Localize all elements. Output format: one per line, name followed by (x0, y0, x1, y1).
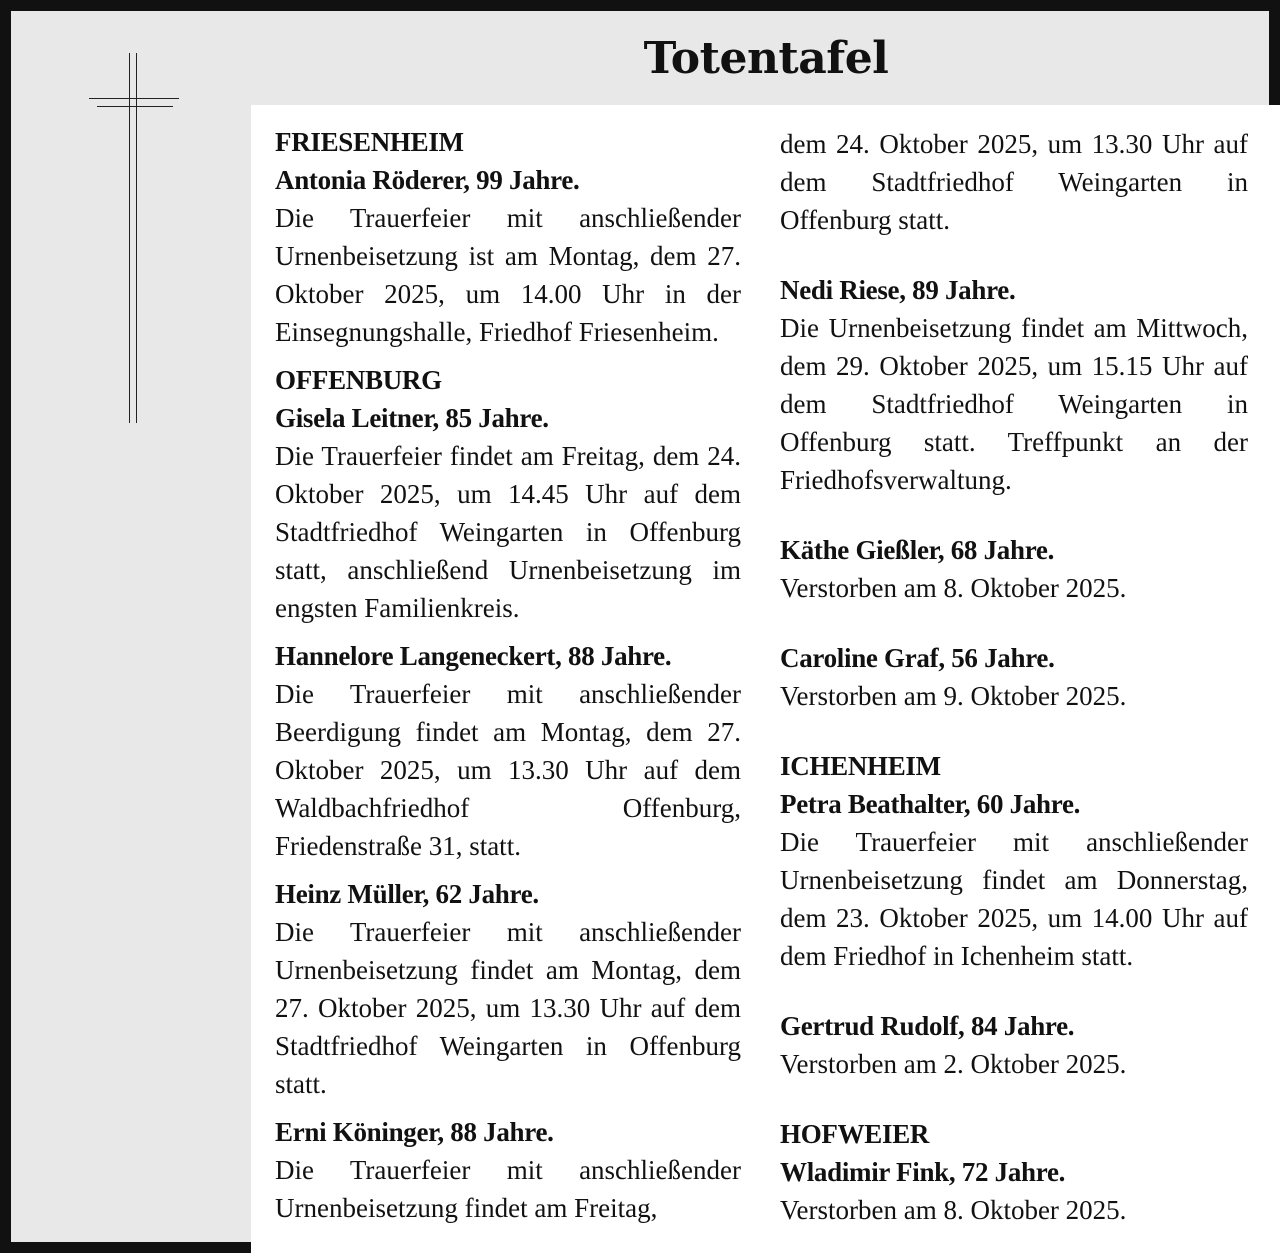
right-column (780, 125, 1248, 1229)
page-title: Totentafel (643, 33, 889, 84)
deceased-name: Nedi Riese, 89 Jahre. (780, 275, 1016, 305)
obituary-entry (275, 399, 741, 627)
deceased-name: Gisela Leitner, 85 Jahre. (275, 403, 549, 433)
obituary-entry (780, 785, 1248, 975)
city-heading: HOFWEIER (780, 1119, 930, 1149)
deceased-name: Käthe Gießler, 68 Jahre. (780, 535, 1055, 565)
obituary-text: Die Trauerfeier mit anschließender Beerdigung findet am Montag, dem 27. Oktober 2025, um 13.30 Uhr auf dem Waldbachfriedhof Offenburg, Friedenstraße 31, statt. (275, 679, 741, 861)
obituary-entry (780, 271, 1248, 499)
obituary-entry (780, 1007, 1248, 1083)
deceased-name: Petra Beathalter, 60 Jahre. (780, 789, 1081, 819)
deceased-name: Wladimir Fink, 72 Jahre. (780, 1157, 1066, 1187)
obituary-entry (275, 1113, 741, 1227)
obituary-text: Verstorben am 9. Oktober 2025. (780, 681, 1127, 711)
obituary-text: Verstorben am 8. Oktober 2025. (780, 1195, 1127, 1225)
deceased-name: Gertrud Rudolf, 84 Jahre. (780, 1011, 1075, 1041)
left-column (275, 123, 741, 1227)
deceased-name: Heinz Müller, 62 Jahre. (275, 879, 539, 909)
obituary-entry (275, 637, 741, 865)
obituary-entry (780, 639, 1248, 715)
city-heading: OFFENBURG (275, 365, 442, 395)
obituary-text: Die Trauerfeier mit anschließender Urnenbeisetzung findet am Freitag, (275, 1155, 741, 1223)
obituary-text: Die Urnenbeisetzung findet am Mittwoch, dem 29. Oktober 2025, um 15.15 Uhr auf dem Stadtfriedhof Weingarten in Offenburg statt. Treffpunkt an der Friedhofsverwaltung. (780, 313, 1248, 495)
obituary-entry (780, 531, 1248, 607)
cross-icon (89, 53, 179, 425)
deceased-name: Caroline Graf, 56 Jahre. (780, 643, 1055, 673)
obituary-entry (275, 875, 741, 1103)
obituary-text: Verstorben am 2. Oktober 2025. (780, 1049, 1127, 1079)
deceased-name: Antonia Röderer, 99 Jahre. (275, 165, 580, 195)
city-heading: FRIESENHEIM (275, 127, 464, 157)
obituary-text-continued: dem 24. Oktober 2025, um 13.30 Uhr auf dem Stadtfriedhof Weingarten in Offenburg statt. (780, 129, 1248, 235)
obituary-text: Verstorben am 8. Oktober 2025. (780, 573, 1127, 603)
obituary-text: Die Trauerfeier mit anschließender Urnenbeisetzung ist am Montag, dem 27. Oktober 2025, um 14.00 Uhr in der Einsegnungshalle, Friedhof Friesenheim. (275, 203, 741, 347)
obituary-entry (780, 1153, 1248, 1229)
deceased-name: Erni Köninger, 88 Jahre. (275, 1117, 554, 1147)
obituary-panel (251, 105, 1280, 1253)
deceased-name: Hannelore Langeneckert, 88 Jahre. (275, 641, 672, 671)
obituary-text: Die Trauerfeier mit anschließender Urnenbeisetzung findet am Montag, dem 27. Oktober 2025, um 13.30 Uhr auf dem Stadtfriedhof Weingarten in Offenburg statt. (275, 917, 741, 1099)
obituary-text: Die Trauerfeier findet am Freitag, dem 24. Oktober 2025, um 14.45 Uhr auf dem Stadtfriedhof Weingarten in Offenburg statt, anschließend Urnenbeisetzung im engsten Familienkreis. (275, 441, 741, 623)
obituary-text: Die Trauerfeier mit anschließender Urnenbeisetzung findet am Donnerstag, dem 23. Oktober 2025, um 14.00 Uhr auf dem Friedhof in Ichenheim statt. (780, 827, 1248, 971)
city-heading: ICHENHEIM (780, 751, 941, 781)
obituary-entry (275, 123, 741, 351)
